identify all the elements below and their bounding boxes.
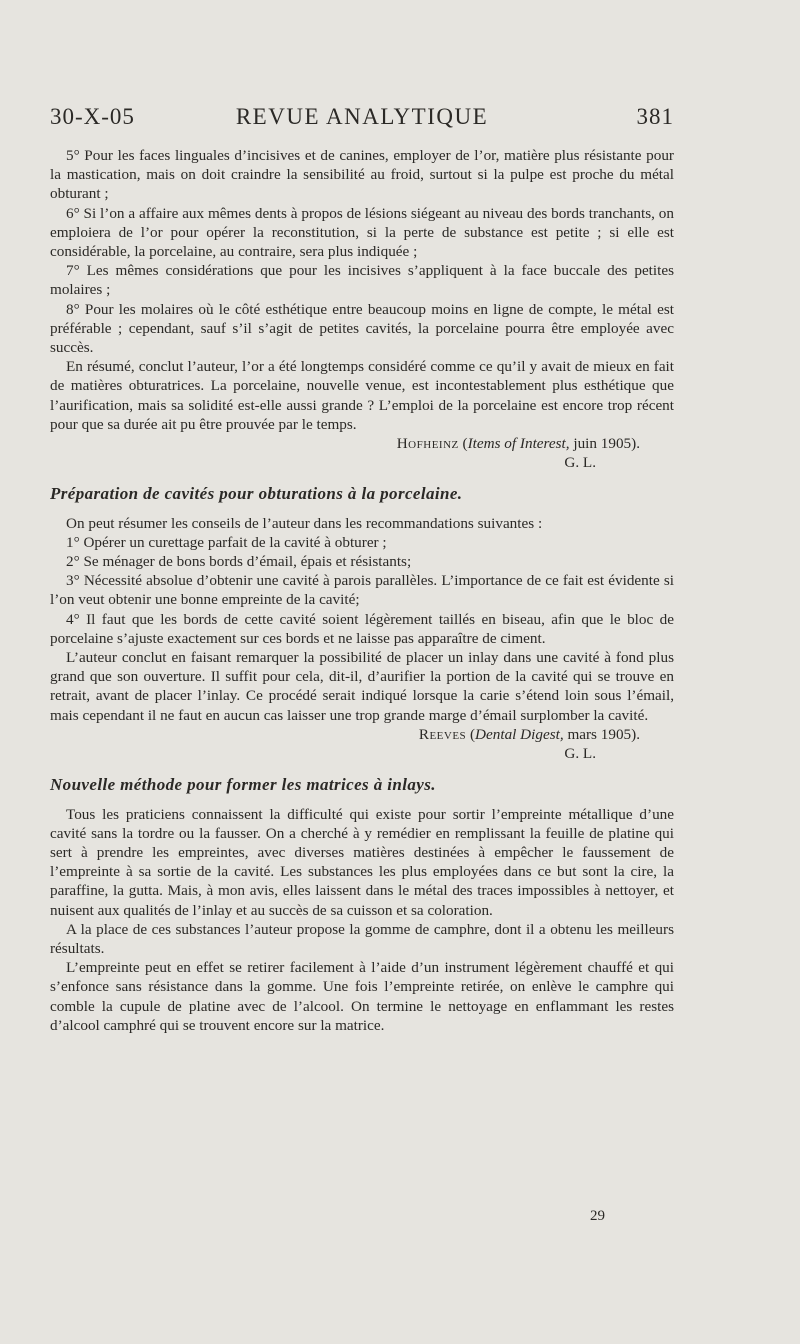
list-item: 2° Se ménager de bons bords d’émail, épais et résistants; [66,553,412,571]
source-citation: Hofheinz (Items of Interest, juin 1905). [396,435,640,453]
section-heading: Nouvelle méthode pour former les matrices à inlays. [50,775,436,795]
running-header [50,104,674,138]
list-item: 3° Nécessité absolue d’obtenir une cavité à parois parallèles. L’importance de ce fait est évidente si l’on veut obtenir une bonne empreinte de la cavité; [50,572,674,609]
signature-mark: 29 [590,1208,605,1224]
paragraph: Tous les praticiens connaissent la difficulté qui existe pour sortir l’empreinte métallique d’une cavité sans la tordre ou la fausser. On a cherché à y remédier en remplissant la feuille de platine qui sert à prendre les empreintes, avec diverses matières destinées à empêcher le faussement de l’empreinte à sa sortie de la cavité. Les substances les plus employées dans ce but sont la cire, la paraffine, la gutta. Mais, à mon avis, elles laissent dans le métal des traces impossibles à nettoyer, et nuisent aux qualités de l’inlay et au succès de sa cuisson et sa coloration. [50,805,674,919]
paragraph: L’auteur conclut en faisant remarquer la possibilité de placer un inlay dans une cavité à fond plus grand que son ouverture. Il suffit pour cela, dit-il, d’aurifier la portion de la cavité qui se trouve en retrait, avant de placer l’inlay. Ce procédé serait indiqué lorsque la carie s’étend loin sous l’émail, mais cependant il ne faut en aucun cas laisser une trop grande marge d’émail surplomber la cavité. [50,649,674,724]
paragraph: On peut résumer les conseils de l’auteur dans les recommandations suivantes : [66,514,543,532]
author-initials: G. L. [564,745,596,763]
citation-journal: Dental Digest, [475,725,564,743]
paragraph: 6° Si l’on a affaire aux mêmes dents à propos de lésions siégeant au niveau des bords tranchants, on emploiera de l’or pour opérer la reconstitution, si la perte de substance est petite ; si elle est considérable, la porcelaine, au contraire, sera plus indiquée ; [50,204,674,261]
header-page-number: 381 [636,104,674,129]
source-citation: Reeves (Dental Digest, mars 1905). [418,725,640,743]
citation-author: Reeves [418,725,467,743]
paragraph: 5° Pour les faces linguales d’incisives et de canines, employer de l’or, matière plus résistante pour la mastication, mais on doit craindre la sensibilité au froid, surtout si la pulpe est proche du métal obturant ; [50,147,674,203]
citation-journal: Items of Interest, [467,435,570,453]
paragraph: 8° Pour les molaires où le côté esthétique entre beaucoup moins en ligne de compte, le métal est préférable ; cependant, sauf s’il s’agit de petites cavités, la porcelaine pourra être employée avec succès. [50,300,674,357]
list-item: 4° Il faut que les bords de cette cavité soient légèrement taillés en biseau, afin que le bloc de porcelaine s’ajuste exactement sur ces bords et ne laisse pas apparaître de ciment. [50,610,674,647]
section-heading: Préparation de cavités pour obturations à la porcelaine. [50,484,463,504]
paragraph: En résumé, conclut l’auteur, l’or a été longtemps considéré comme ce qu’il y avait de mieux en fait de matières obturatrices. La porcelaine, nouvelle venue, est incontestablement plus esthétique que l’aurification, mais sa solidité est-elle aussi grande ? L’emploi de la porcelaine est encore trop récent pour que sa durée ait pu être prouvée par le temps. [50,358,674,433]
citation-author: Hofheinz [396,435,459,453]
citation-date: juin 1905). [573,435,640,453]
article-body [50,146,674,1035]
list-item: 1° Opérer un curettage parfait de la cavité à obturer ; [66,533,387,551]
header-date: 30-X-05 [50,104,135,129]
paragraph: L’empreinte peut en effet se retirer facilement à l’aide d’un instrument légèrement chauffé et qui s’enfonce sans résistance dans la gomme. Une fois l’empreinte retirée, on enlève le camphre qui comble la cupule de platine avec de l’alcool. On termine le nettoyage en enflammant les restes d’alcool camphré qui se trouvent encore sur la matrice. [50,959,674,1034]
citation-date: mars 1905). [567,725,640,743]
author-initials: G. L. [564,454,596,472]
paragraph: 7° Les mêmes considérations que pour les incisives s’appliquent à la face buccale des petites molaires ; [50,262,674,299]
header-title: REVUE ANALYTIQUE [235,104,489,129]
paragraph: A la place de ces substances l’auteur propose la gomme de camphre, dont il a obtenu les meilleurs résultats. [50,920,674,957]
